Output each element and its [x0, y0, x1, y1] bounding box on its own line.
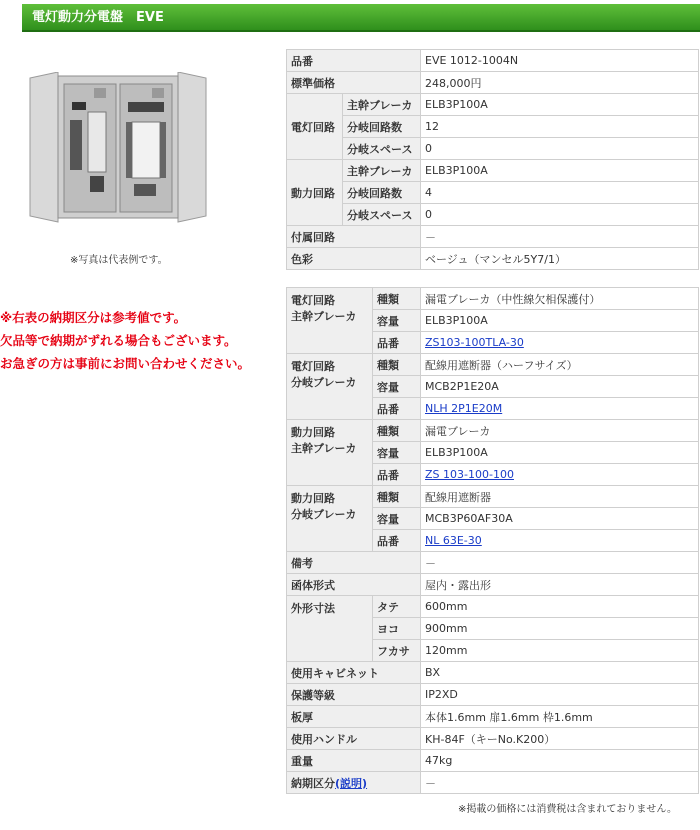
notice-line: お急ぎの方は事前にお問い合わせください。: [0, 356, 251, 371]
page-header: [22, 4, 700, 32]
table-row: [287, 684, 699, 706]
table-row: [287, 248, 699, 270]
spec-table-basic: [286, 49, 699, 270]
delivery-explanation-link[interactable]: (説明): [335, 776, 368, 790]
part-number-link[interactable]: ZS103-100TLA-30: [425, 336, 524, 349]
table-row: [287, 728, 699, 750]
lighting-branch-space-value: 0: [421, 138, 699, 160]
table-row: [287, 706, 699, 728]
notice-line: ※右表の納期区分は参考値です。: [0, 310, 187, 325]
lighting-main-breaker-value: ELB3P100A: [421, 94, 699, 116]
table-row: [287, 772, 699, 794]
capacity-value: MCB3P60AF30A: [421, 508, 699, 530]
part-number-link[interactable]: NLH 2P1E20M: [425, 402, 503, 415]
part-number-label: 品番: [373, 398, 421, 420]
power-branch-space-value: 0: [421, 204, 699, 226]
lighting-branch-count-label: 分岐回路数: [343, 116, 421, 138]
table-row: [287, 662, 699, 684]
plate-thickness-label: 板厚: [287, 706, 421, 728]
notice-line: 欠品等で納期がずれる場合もございます。: [0, 333, 237, 348]
aux-circuit-value: －: [421, 226, 699, 248]
type-label: 種類: [373, 354, 421, 376]
delivery-notice: [0, 306, 250, 375]
table-row: [287, 288, 699, 310]
table-row: [287, 94, 699, 116]
power-branch-space-label: 分岐スペース: [343, 204, 421, 226]
table-row: [287, 226, 699, 248]
capacity-label: 容量: [373, 508, 421, 530]
capacity-label: 容量: [373, 376, 421, 398]
power-branch-count-value: 4: [421, 182, 699, 204]
delivery-class-label: 納期区分: [291, 776, 335, 790]
power-main-breaker-group-label: 動力回路 主幹ブレーカ: [287, 420, 373, 486]
table-row: [287, 138, 699, 160]
color-label: 色彩: [287, 248, 421, 270]
color-value: ベージュ（マンセル5Y7/1）: [421, 248, 699, 270]
table-row: [287, 160, 699, 182]
protection-class-label: 保護等級: [287, 684, 421, 706]
remarks-value: －: [421, 552, 699, 574]
table-row: [287, 552, 699, 574]
type-value: 配線用遮断器: [421, 486, 699, 508]
capacity-value: ELB3P100A: [421, 310, 699, 332]
width-value: 900mm: [421, 618, 699, 640]
lighting-main-breaker-label: 主幹ブレーカ: [343, 94, 421, 116]
spec-table-detail: [286, 287, 699, 794]
type-label: 種類: [373, 486, 421, 508]
power-branch-breaker-group-label: 動力回路 分岐ブレーカ: [287, 486, 373, 552]
power-branch-count-label: 分岐回路数: [343, 182, 421, 204]
product-photo: [28, 72, 208, 224]
capacity-value: MCB2P1E20A: [421, 376, 699, 398]
remarks-label: 備考: [287, 552, 421, 574]
dimensions-label: 外形寸法: [287, 596, 373, 662]
enclosure-type-value: 屋内・露出形: [421, 574, 699, 596]
lighting-branch-space-label: 分岐スペース: [343, 138, 421, 160]
price-value: 248,000円: [421, 72, 699, 94]
table-row: [287, 204, 699, 226]
type-value: 配線用遮断器（ハーフサイズ）: [421, 354, 699, 376]
cabinet-label: 使用キャビネット: [287, 662, 421, 684]
type-label: 種類: [373, 420, 421, 442]
height-value: 600mm: [421, 596, 699, 618]
protection-class-value: IP2XD: [421, 684, 699, 706]
product-number-value: EVE 1012-1004N: [421, 50, 699, 72]
handle-value: KH-84F（キーNo.K200）: [421, 728, 699, 750]
table-row: [287, 486, 699, 508]
lighting-main-breaker-group-label: 電灯回路 主幹ブレーカ: [287, 288, 373, 354]
table-row: [287, 574, 699, 596]
product-number-label: 品番: [287, 50, 421, 72]
delivery-class-header: [287, 772, 421, 794]
table-row: [287, 182, 699, 204]
part-number-link[interactable]: ZS 103-100-100: [425, 468, 514, 481]
height-label: タテ: [373, 596, 421, 618]
type-label: 種類: [373, 288, 421, 310]
weight-label: 重量: [287, 750, 421, 772]
enclosure-type-label: 函体形式: [287, 574, 421, 596]
power-circuit-label: 動力回路: [287, 160, 343, 226]
lighting-branch-count-value: 12: [421, 116, 699, 138]
type-value: 漏電ブレーカ: [421, 420, 699, 442]
part-number-label: 品番: [373, 464, 421, 486]
table-row: [287, 116, 699, 138]
power-main-breaker-value: ELB3P100A: [421, 160, 699, 182]
lighting-circuit-label: 電灯回路: [287, 94, 343, 160]
table-row: [287, 596, 699, 618]
power-main-breaker-label: 主幹ブレーカ: [343, 160, 421, 182]
weight-value: 47kg: [421, 750, 699, 772]
part-number-label: 品番: [373, 332, 421, 354]
table-row: [287, 72, 699, 94]
page-title: 電灯動力分電盤 EVE: [32, 10, 164, 25]
part-number-link[interactable]: NL 63E-30: [425, 534, 482, 547]
plate-thickness-value: 本体1.6mm 扉1.6mm 枠1.6mm: [421, 706, 699, 728]
lighting-branch-breaker-group-label: 電灯回路 分岐ブレーカ: [287, 354, 373, 420]
type-value: 漏電ブレーカ（中性線欠相保護付）: [421, 288, 699, 310]
depth-value: 120mm: [421, 640, 699, 662]
photo-caption: ※写真は代表例です。: [70, 255, 168, 266]
table-row: [287, 354, 699, 376]
capacity-label: 容量: [373, 310, 421, 332]
table-row: [287, 420, 699, 442]
table-row: [287, 750, 699, 772]
depth-label: フカサ: [373, 640, 421, 662]
delivery-class-value: －: [421, 772, 699, 794]
capacity-label: 容量: [373, 442, 421, 464]
price-label: 標準価格: [287, 72, 421, 94]
capacity-value: ELB3P100A: [421, 442, 699, 464]
handle-label: 使用ハンドル: [287, 728, 421, 750]
cabinet-value: BX: [421, 662, 699, 684]
table-row: [287, 50, 699, 72]
part-number-label: 品番: [373, 530, 421, 552]
aux-circuit-label: 付属回路: [287, 226, 421, 248]
tax-footnote: ※掲載の価格には消費税は含まれておりません。: [458, 804, 677, 815]
width-label: ヨコ: [373, 618, 421, 640]
